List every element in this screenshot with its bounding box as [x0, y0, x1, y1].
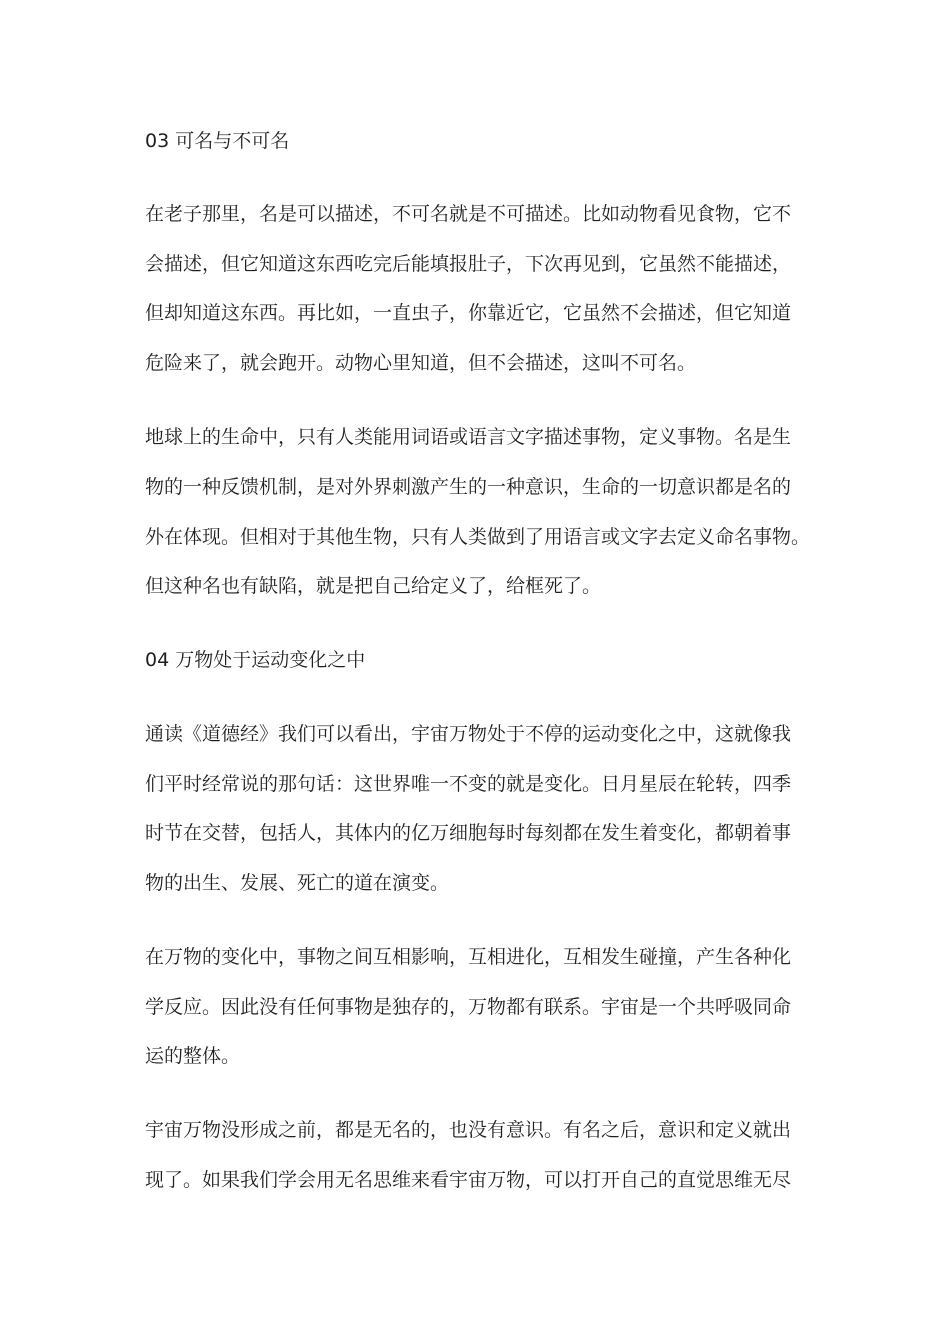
paragraph-line: 在万物的变化中，事物之间互相影响，互相进化，互相发生碰撞，产生各种化 — [145, 946, 792, 968]
paragraph-line: 时节在交替，包括人，其体内的亿万细胞每时每刻都在发生着变化，都朝着事 — [145, 822, 792, 844]
paragraph-line: 们平时经常说的那句话：这世界唯一不变的就是变化。日月星辰在轮转，四季 — [145, 773, 792, 795]
section-heading: 03 可名与不可名 — [145, 130, 290, 152]
paragraph-line: 外在体现。但相对于其他生物，只有人类做到了用语言或文字去定义命名事物。 — [145, 526, 811, 548]
paragraph-line: 但却知道这东西。再比如，一直虫子，你靠近它，它虽然不会描述，但它知道 — [145, 302, 792, 324]
paragraph-line: 物的出生、发展、死亡的道在演变。 — [145, 872, 450, 894]
paragraph-line: 会描述，但它知道这东西吃完后能填报肚子，下次再见到，它虽然不能描述， — [145, 253, 792, 275]
paragraph-line: 但这种名也有缺陷，就是把自己给定义了，给框死了。 — [145, 575, 602, 597]
paragraph-line: 通读《道德经》我们可以看出，宇宙万物处于不停的运动变化之中，这就像我 — [145, 723, 792, 745]
paragraph-line: 运的整体。 — [145, 1045, 241, 1067]
section-heading: 04 万物处于运动变化之中 — [145, 649, 366, 671]
paragraph-line: 物的一种反馈机制，是对外界刺激产生的一种意识，生命的一切意识都是名的 — [145, 476, 792, 498]
paragraph-line: 学反应。因此没有任何事物是独存的，万物都有联系。宇宙是一个共呼吸同命 — [145, 996, 792, 1018]
paragraph-line: 现了。如果我们学会用无名思维来看宇宙万物，可以打开自己的直觉思维无尽 — [145, 1169, 792, 1191]
paragraph-line: 地球上的生命中，只有人类能用词语或语言文字描述事物，定义事物。名是生 — [145, 426, 792, 448]
paragraph-line: 宇宙万物没形成之前，都是无名的，也没有意识。有名之后，意识和定义就出 — [145, 1119, 792, 1141]
paragraph-line: 在老子那里，名是可以描述，不可名就是不可描述。比如动物看见食物，它不 — [145, 203, 792, 225]
paragraph-line: 危险来了，就会跑开。动物心里知道，但不会描述，这叫不可名。 — [145, 352, 697, 374]
